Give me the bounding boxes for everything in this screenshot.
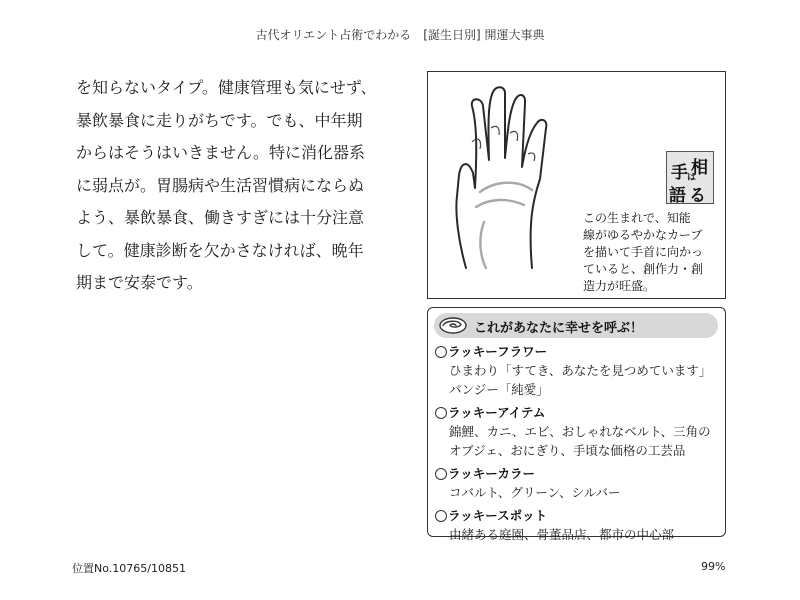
palm-caption (583, 210, 723, 295)
lucky-heading-label: ラッキーフラワー (448, 344, 548, 359)
caption-line: 造力が旺盛。 (583, 279, 656, 293)
lucky-title: これがあなたに幸せを呼ぶ！ (474, 321, 644, 336)
lucky-section-spot (435, 506, 720, 544)
lucky-heading-label: ラッキーカラー (448, 466, 536, 481)
circle-bullet-icon (435, 346, 447, 358)
lucky-heading (435, 506, 720, 525)
body-line: 暴飲暴食に走りがちです。でも、中年期 (76, 110, 363, 130)
caption-line: を描いて手首に向かっ (583, 245, 704, 259)
lucky-line: 錦鯉、カニ、エビ、おしゃれなベルト、三角の (449, 424, 711, 439)
lucky-line: ひまわり「すてき、あなたを見つめています」 (449, 363, 712, 378)
body-line: を知らないタイプ。健康管理も気にせず、 (76, 78, 377, 97)
palm-badge (666, 151, 714, 204)
body-line: して。健康診断を欠かさなければ、晩年 (76, 240, 364, 260)
lucky-heading (435, 342, 720, 361)
lucky-line: コバルト、グリーン、シルバー (449, 485, 621, 500)
lucky-heading-label: ラッキースポット (448, 508, 548, 523)
circle-bullet-icon (435, 468, 447, 480)
lucky-section-item (435, 403, 720, 460)
lucky-list (435, 342, 720, 548)
caption-line: この生まれで、知能 (583, 211, 691, 225)
lucky-heading-label: ラッキーアイテム (448, 405, 546, 420)
palm-reading-figure (427, 71, 726, 299)
circle-bullet-icon (435, 510, 447, 522)
lucky-items-box (427, 307, 726, 542)
caption-line: 線がゆるやかなカーブ (583, 228, 703, 242)
lucky-section-flower (435, 342, 720, 399)
swirl-icon (438, 316, 468, 335)
badge-char: 手 (671, 163, 688, 183)
reading-progress-percent: 99% (701, 560, 726, 573)
body-line: からはそうはいきません。特に消化器系 (76, 143, 365, 162)
lucky-heading (435, 464, 720, 483)
lucky-section-color (435, 464, 720, 502)
body-line: に弱点が。胃腸病や生活習慣病にならぬ (76, 175, 365, 195)
book-title-header: 古代オリエント占術でわかる [誕生日別] 開運大事典 (255, 28, 545, 42)
badge-char: る (689, 186, 706, 206)
lucky-banner (434, 313, 718, 338)
body-line: 期まで安泰です。 (76, 273, 203, 292)
lucky-heading (435, 403, 720, 422)
lucky-line: オブジェ、おにぎり、手頃な価格の工芸品 (449, 443, 686, 458)
body-text (76, 72, 396, 300)
lucky-line: パンジー「純愛」 (449, 382, 549, 397)
caption-line: ていると、創作力・創 (583, 262, 704, 276)
badge-char: 語 (669, 186, 686, 206)
body-line: よう、暴飲暴食、働きすぎには十分注意 (76, 208, 365, 227)
circle-bullet-icon (435, 407, 447, 419)
location-indicator: 位置No.10765/10851 (72, 562, 186, 575)
lucky-line: 由緒ある庭園、骨董品店、都市の中心部 (449, 527, 675, 542)
badge-char: は (687, 173, 697, 183)
badge-char: 相 (691, 158, 708, 178)
